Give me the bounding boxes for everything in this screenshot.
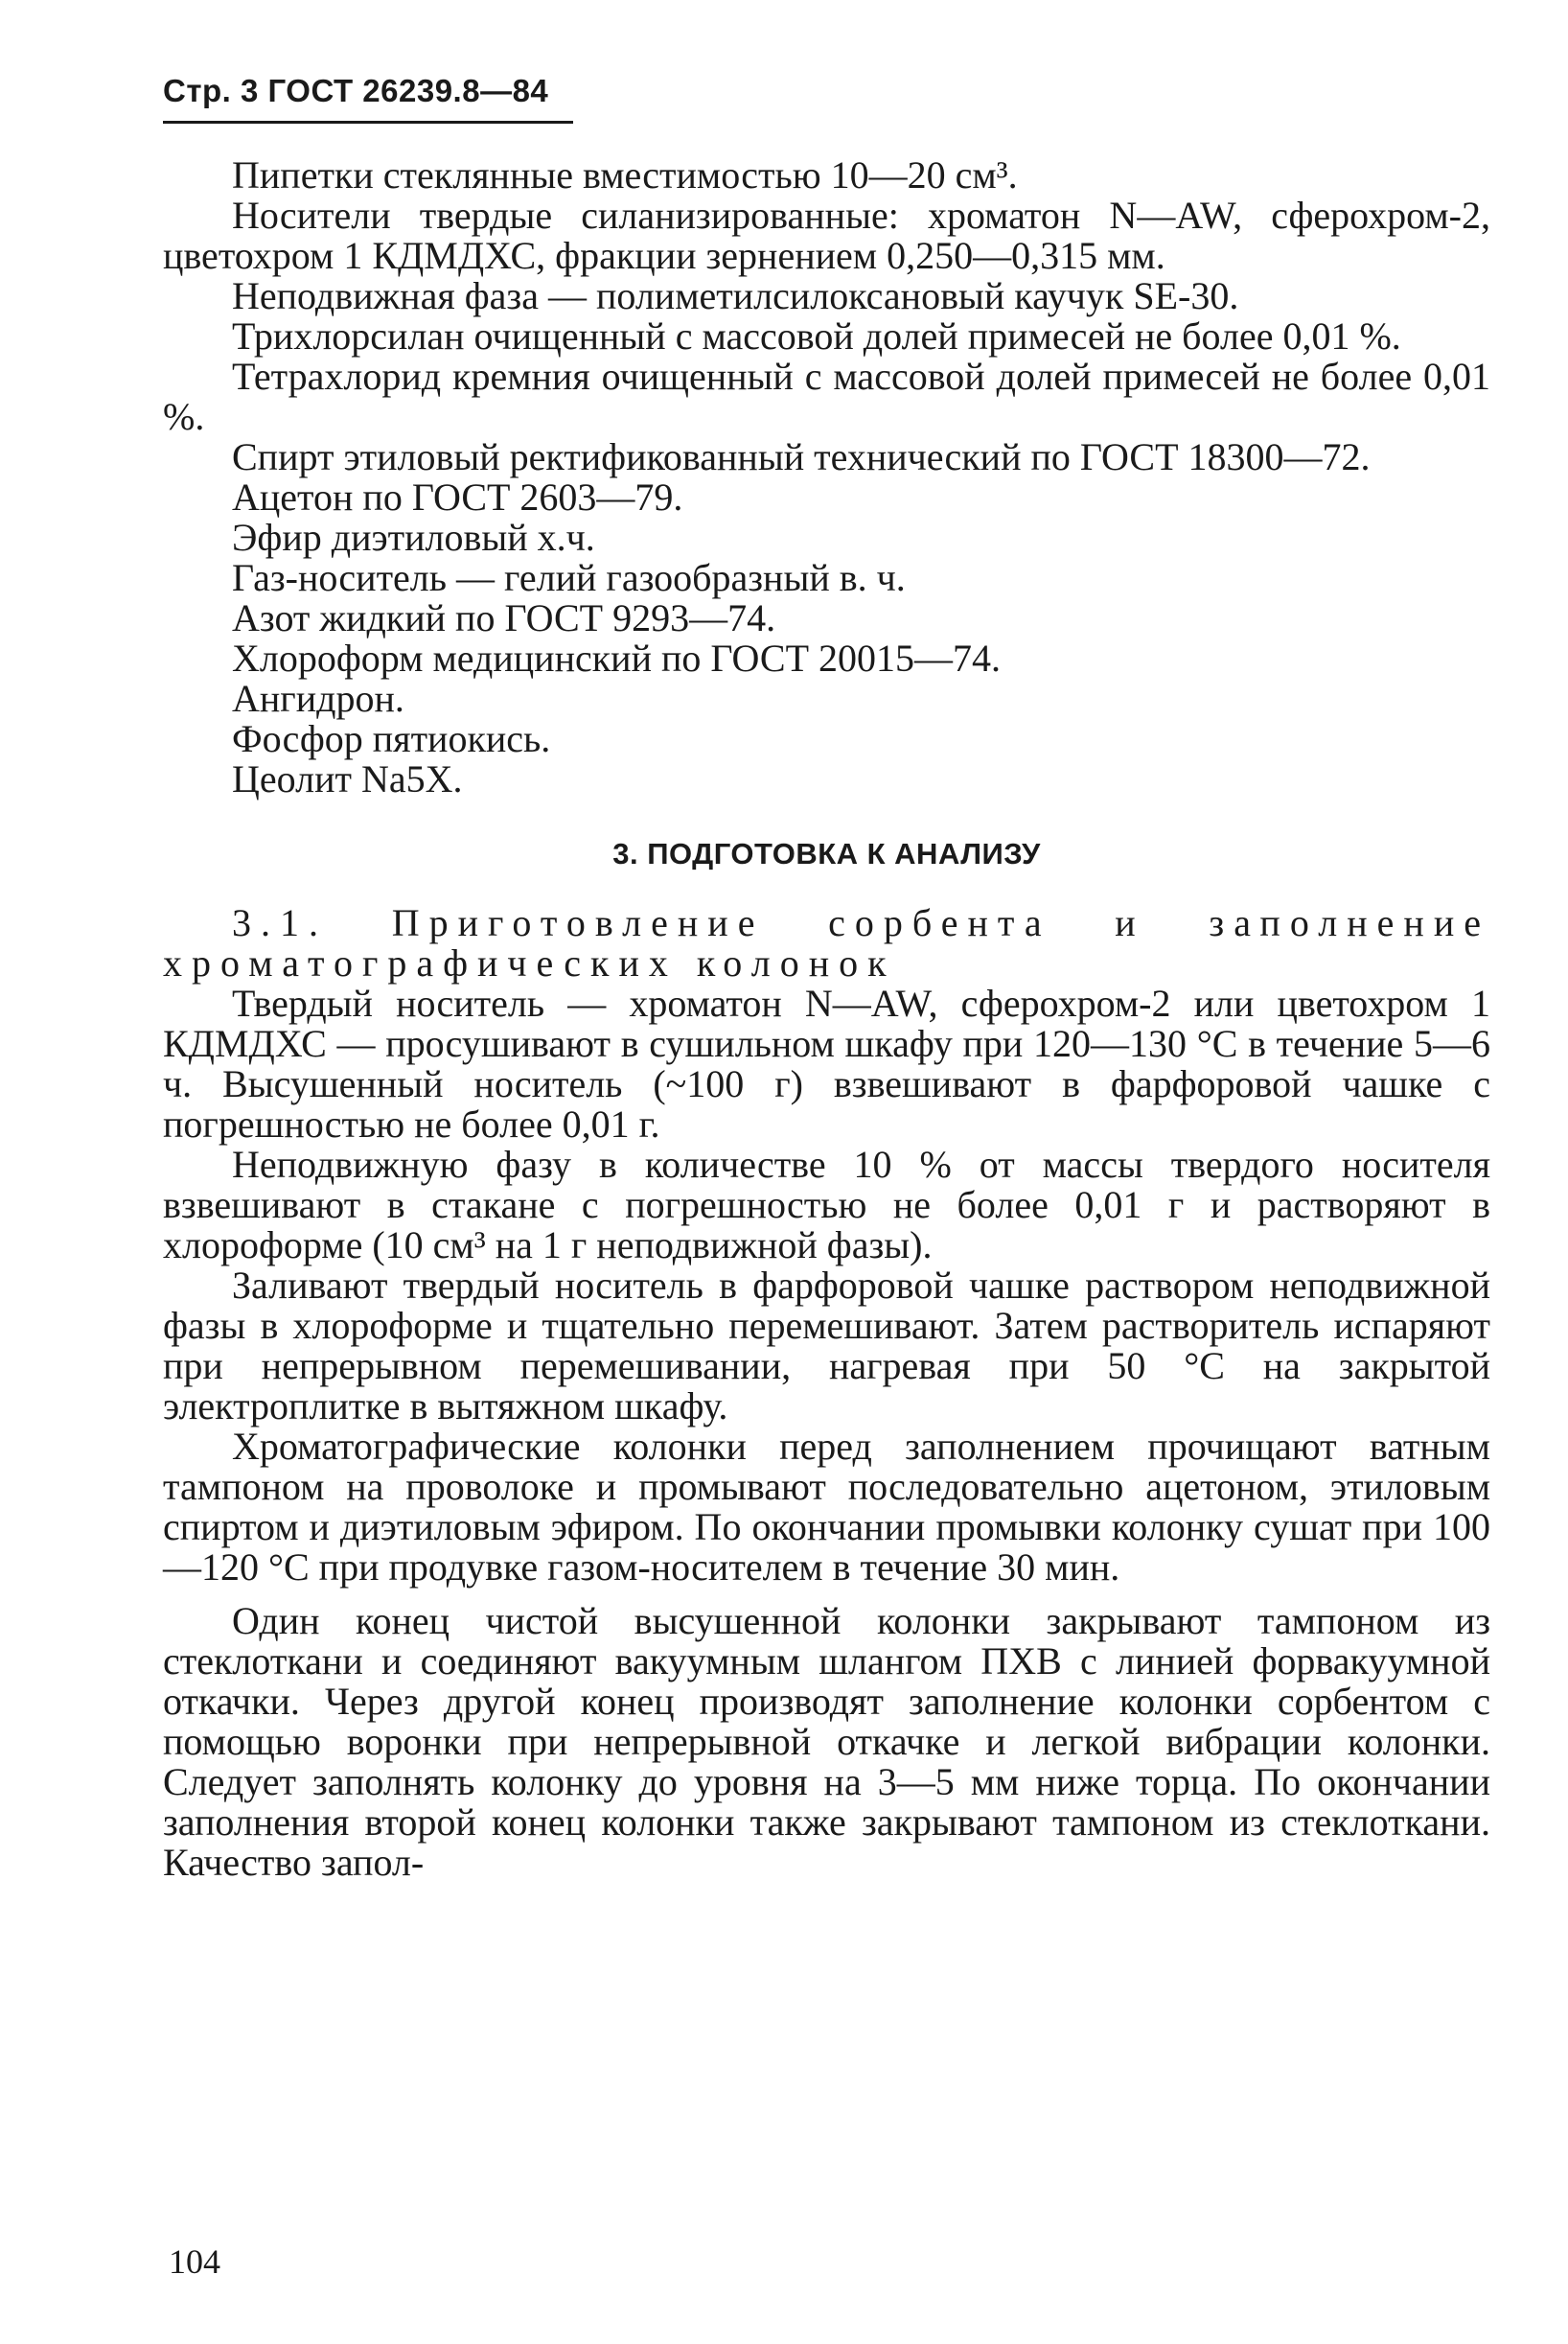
material-line: Пипетки стеклянные вместимостью 10—20 см³. — [232, 153, 1018, 197]
material-line: Цеолит Na5X. — [232, 757, 463, 801]
body-paragraph: Заливают твердый носитель в фарфоровой чашке раствором неподвижной фазы в хлороформе и тщательно перемешивают. Затем растворитель испаряют при непрерывном перемешивании, нагревая при 50 °С на закрытой электроплитке в вытяжном шкафу. — [163, 1264, 1490, 1427]
document-body — [163, 155, 1490, 1883]
material-line: Газ-носитель — гелий газообразный в. ч. — [232, 556, 906, 599]
section-title: 3. ПОДГОТОВКА К АНАЛИЗУ — [612, 837, 1041, 870]
material-line: Неподвижная фаза — полиметилсилоксановый каучук SE-30. — [232, 274, 1239, 317]
material-line: Спирт этиловый ректификованный технический по ГОСТ 18300—72. — [232, 435, 1371, 478]
body-paragraph: Неподвижную фазу в количестве 10 % от массы твердого носителя взвешивают в стакане с погрешностью не более 0,01 г и растворяют в хлороформе (10 см³ на 1 г неподвижной фазы). — [163, 1143, 1490, 1266]
page-number: 104 — [169, 2242, 220, 2281]
material-line: Тетрахлорид кремния очищенный с массовой долей примесей не более 0,01 %. — [163, 355, 1490, 438]
material-line: Фосфор пятиокись. — [232, 717, 551, 760]
body-paragraph: Твердый носитель — хроматон N—AW, сферохром-2 или цветохром 1 КДМДХС — просушивают в сушильном шкафу при 120—130 °С в течение 5—6 ч. Высушенный носитель (~100 г) взвешивают в фарфоровой чашке с погрешностью не более 0,01 г. — [163, 982, 1490, 1146]
page-header: Стр. 3 ГОСТ 26239.8—84 — [163, 73, 549, 108]
material-line: Хлороформ медицинский по ГОСТ 20015—74. — [232, 637, 1002, 680]
header-rule — [163, 121, 573, 124]
material-line: Азот жидкий по ГОСТ 9293—74. — [232, 596, 776, 639]
subsection-heading: 3.1. Приготовление сорбента и заполнение хроматографических колонок — [163, 901, 1490, 985]
material-line: Ацетон по ГОСТ 2603—79. — [232, 476, 683, 519]
material-line: Носители твердые силанизированные: хроматон N—AW, сферохром-2, цветохром 1 КДМДХС, фракции зернением 0,250—0,315 мм. — [163, 194, 1490, 277]
material-line: Трихлорсилан очищенный с массовой долей примесей не более 0,01 %. — [232, 314, 1401, 358]
body-paragraph: Хроматографические колонки перед заполнением прочищают ватным тампоном на проволоке и промывают последовательно ацетоном, этиловым спиртом и диэтиловым эфиром. По окончании промывки колонку сушат при 100—120 °С при продувке газом-носителем в течение 30 мин. — [163, 1425, 1490, 1589]
body-paragraph: Один конец чистой высушенной колонки закрывают тампоном из стеклоткани и соединяют вакуумным шлангом ПХВ с линией форвакуумной откачки. Через другой конец производят заполнение колонки сорбентом с помощью воронки при непрерывной откачке и легкой вибрации колонки. Следует заполнять колонку до уровня на 3—5 мм ниже торца. По окончании заполнения второй конец колонки также закрывают тампоном из стеклоткани. Качество запол- — [163, 1599, 1490, 1884]
material-line: Эфир диэтиловый х.ч. — [232, 516, 595, 559]
material-line: Ангидрон. — [232, 677, 404, 720]
